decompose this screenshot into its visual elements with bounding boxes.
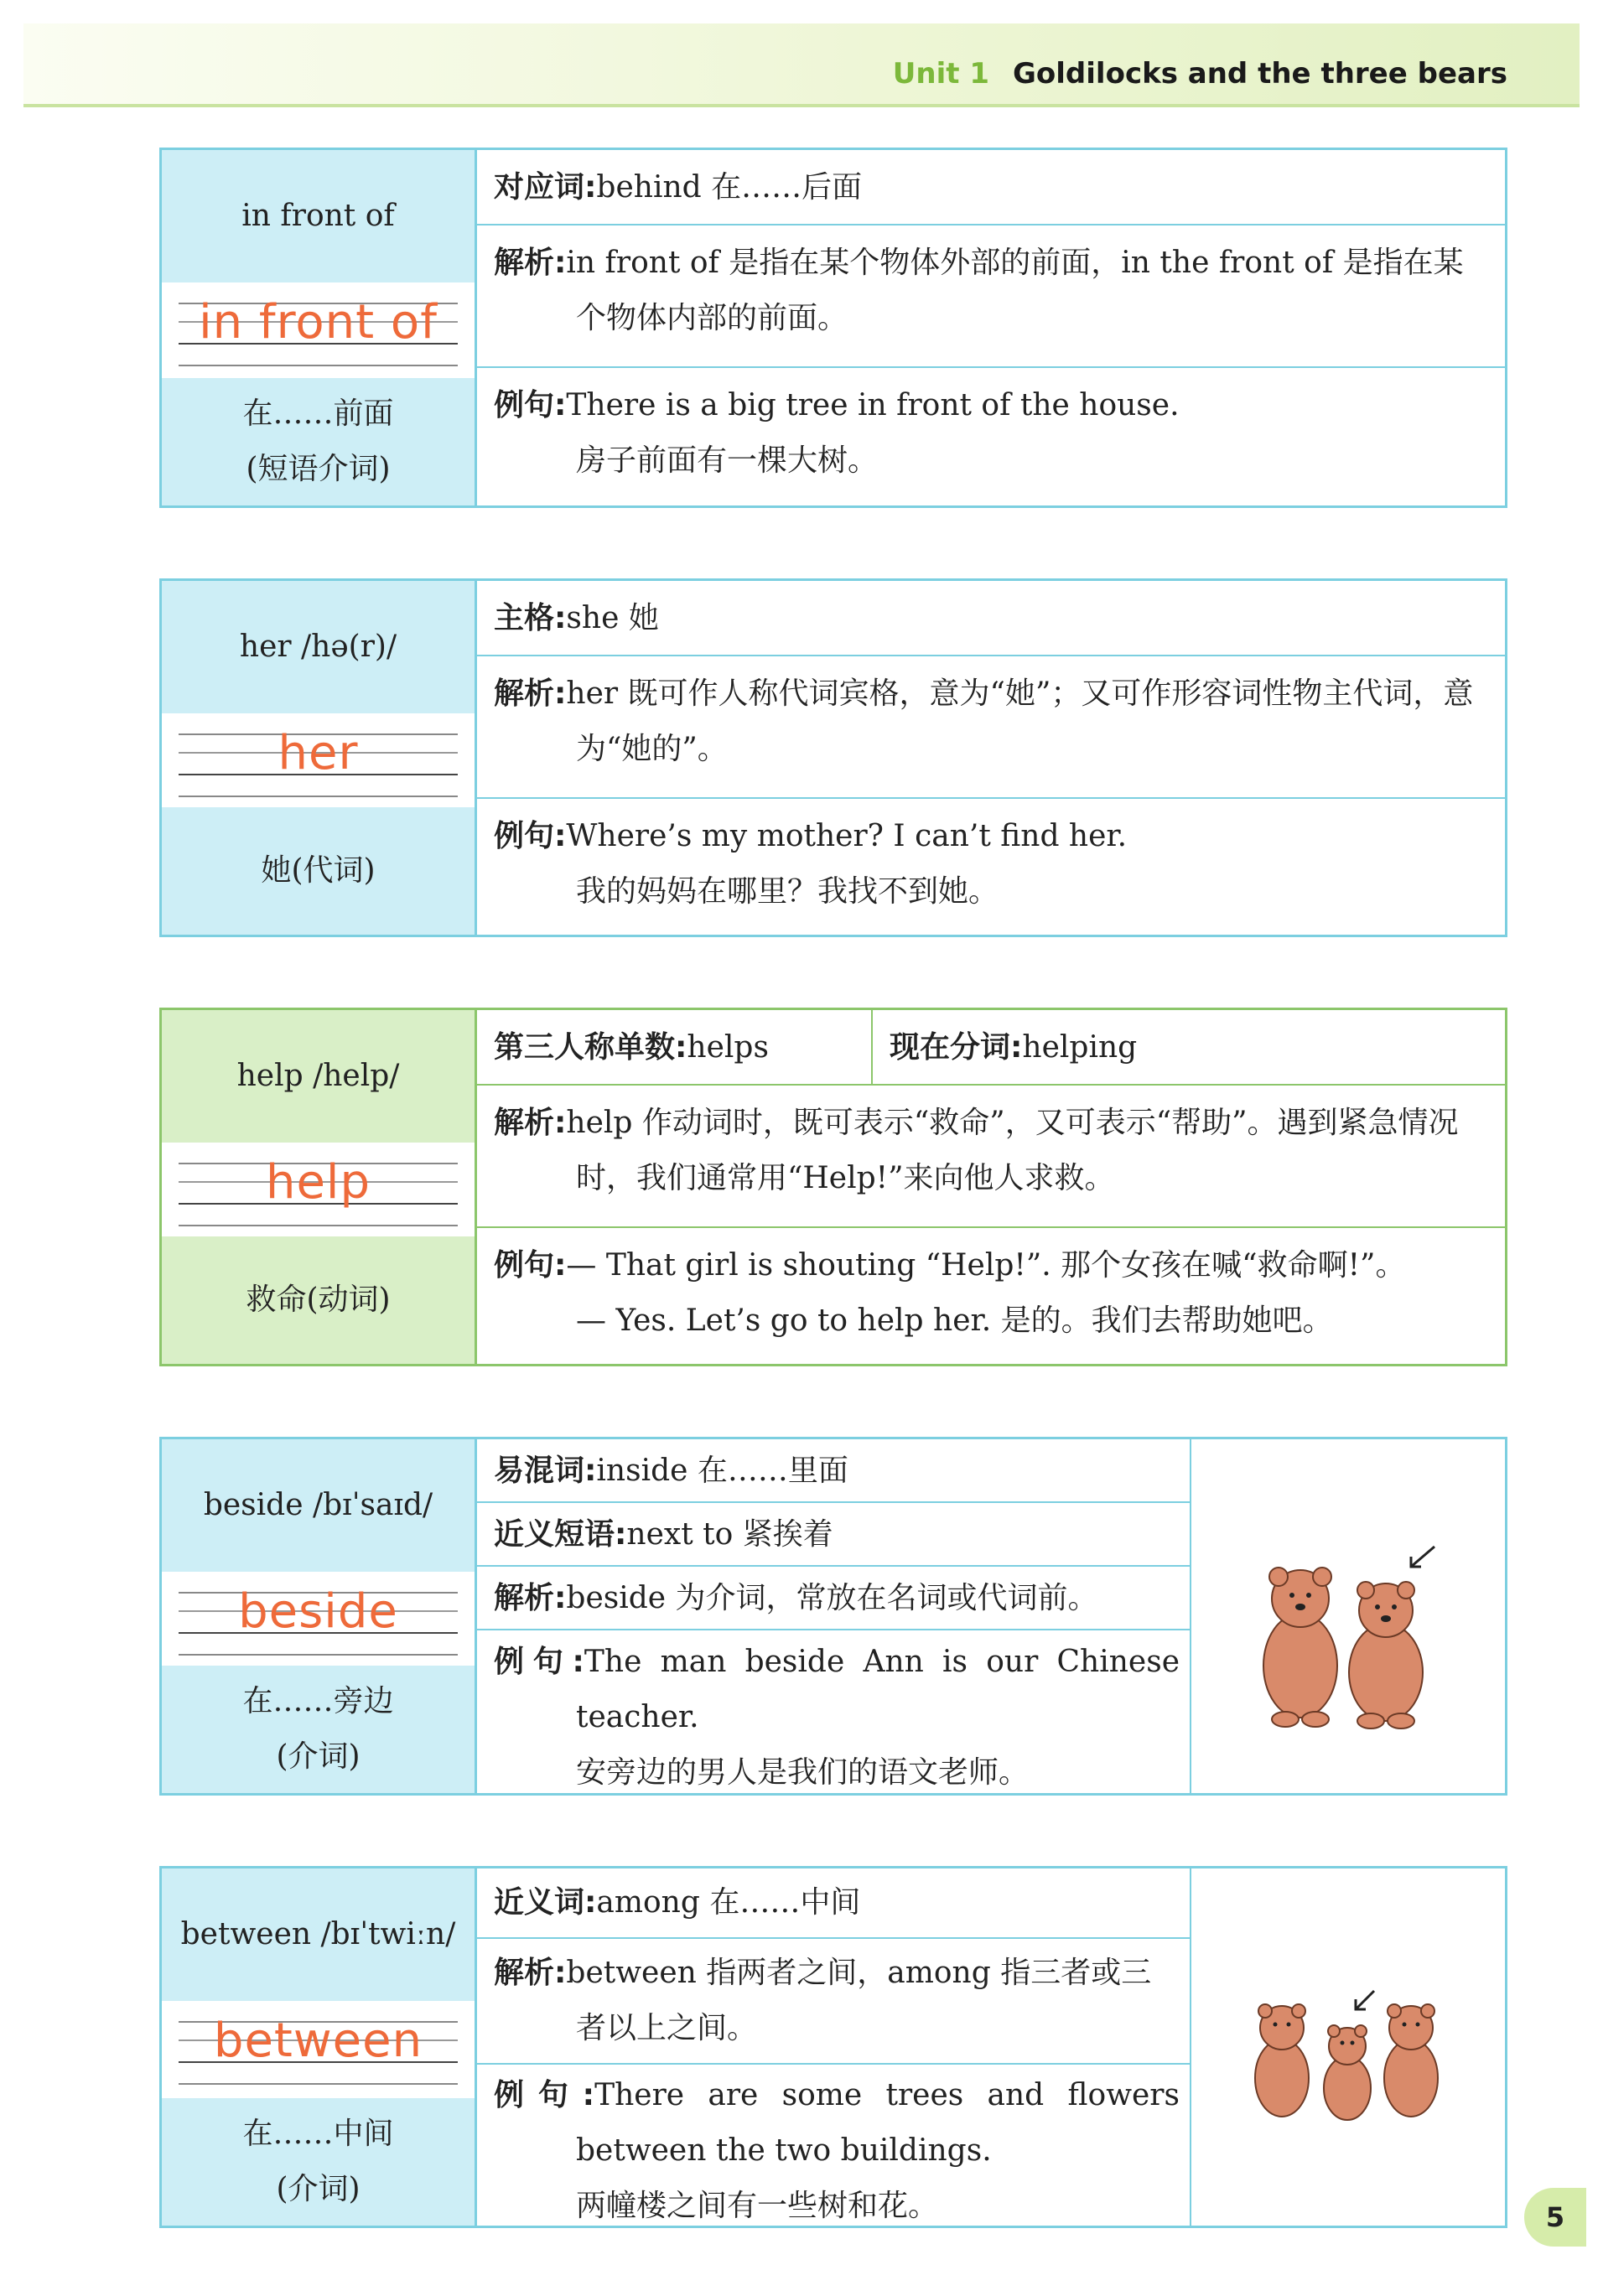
example-zh: — Yes. Let’s go to help her. 是的。我们去帮助她吧。 bbox=[576, 1303, 1333, 1338]
row-text: she 她 bbox=[566, 601, 659, 635]
row-label: 对应词: bbox=[494, 170, 597, 205]
analysis-row bbox=[477, 1939, 1191, 2065]
example-en: There is a big tree in front of the house. bbox=[566, 388, 1180, 422]
meaning: 在……前面 bbox=[242, 396, 394, 431]
analysis-row bbox=[477, 656, 1505, 799]
meaning: 在……旁边 bbox=[242, 1684, 394, 1718]
row-label: 例句: bbox=[494, 2078, 595, 2112]
headword: in front of bbox=[241, 199, 395, 233]
unit-label: Unit 1 bbox=[892, 57, 990, 91]
analysis-row bbox=[477, 225, 1505, 368]
bears-illustration bbox=[1190, 1439, 1505, 1793]
handwriting-word: between bbox=[213, 2014, 423, 2068]
vocab-card-her bbox=[159, 578, 1507, 937]
example-row bbox=[477, 1228, 1505, 1364]
example-zh: 安旁边的男人是我们的语文老师。 bbox=[576, 1755, 1030, 1790]
meaning-box bbox=[162, 378, 475, 505]
row-text: in front of 是指在某个物体外部的前面，in the front of 是指在某个物体内部的前面。 bbox=[566, 246, 1464, 335]
handwriting-word: her bbox=[278, 726, 359, 780]
row-label: 解析: bbox=[494, 676, 567, 711]
meaning-box bbox=[162, 2098, 475, 2226]
part-of-speech: (短语介词) bbox=[246, 452, 391, 486]
page-number: 5 bbox=[1524, 2188, 1586, 2247]
headword-box bbox=[162, 1868, 475, 2001]
unit-name: Goldilocks and the three bears bbox=[1013, 57, 1507, 91]
handwriting-lines bbox=[179, 2009, 458, 2096]
example-zh: 房子前面有一棵大树。 bbox=[576, 443, 879, 478]
headword-panel bbox=[162, 1439, 477, 1793]
row-label: 例句: bbox=[494, 1248, 567, 1283]
handwriting-lines bbox=[179, 722, 458, 809]
three-bears-icon bbox=[1191, 1868, 1507, 2226]
vocab-card-beside bbox=[159, 1437, 1507, 1796]
subject-row bbox=[477, 581, 1505, 656]
row-label: 解析: bbox=[494, 1956, 567, 1990]
row-label: 现在分词: bbox=[890, 1030, 1023, 1065]
meaning-box bbox=[162, 1236, 475, 1364]
headword: her /hə(r)/ bbox=[239, 630, 397, 664]
row-label: 解析: bbox=[494, 1106, 567, 1140]
forms-row bbox=[477, 1010, 1505, 1086]
explanation-panel bbox=[477, 1439, 1505, 1793]
headword-panel bbox=[162, 581, 477, 935]
example-row bbox=[477, 368, 1505, 505]
explanation-panel bbox=[477, 1010, 1505, 1364]
row-label: 近义短语: bbox=[494, 1517, 627, 1552]
example-zh: 两幢楼之间有一些树和花。 bbox=[576, 2189, 939, 2223]
row-text: beside 为介词，常放在名词或代词前。 bbox=[566, 1581, 1098, 1615]
column-divider bbox=[871, 1010, 873, 1084]
row-text: her 既可作人称代词宾格，意为“她”；又可作形容词性物主代词，意为“她的”。 bbox=[566, 676, 1474, 766]
part-of-speech: (介词) bbox=[276, 1739, 361, 1774]
headword: beside /bɪˈsaɪd/ bbox=[203, 1488, 433, 1522]
explanation-panel bbox=[477, 1868, 1505, 2226]
handwriting-lines bbox=[179, 1580, 458, 1667]
row-label: 解析: bbox=[494, 1581, 567, 1615]
headword: help /help/ bbox=[236, 1059, 400, 1093]
row-label: 解析: bbox=[494, 246, 567, 280]
headword-panel bbox=[162, 1010, 477, 1364]
opposite-row bbox=[477, 150, 1505, 225]
part-of-speech: (介词) bbox=[276, 2172, 361, 2206]
vocab-card-in-front-of bbox=[159, 148, 1507, 508]
example-row bbox=[477, 799, 1505, 935]
example-en: There are some trees and flowers between the two buildings. bbox=[576, 2078, 1180, 2168]
row-text: among 在……中间 bbox=[596, 1885, 861, 1920]
row-text: helps bbox=[687, 1030, 769, 1065]
example-row bbox=[477, 2065, 1191, 2226]
page-header bbox=[23, 23, 1580, 107]
row-label: 第三人称单数: bbox=[494, 1030, 687, 1065]
handwriting-lines bbox=[179, 1151, 458, 1238]
meaning: 在……中间 bbox=[242, 2117, 394, 2151]
explanation-panel bbox=[477, 150, 1505, 505]
unit-title bbox=[893, 57, 1507, 91]
headword-panel bbox=[162, 150, 477, 505]
row-label: 例句: bbox=[494, 1645, 584, 1679]
row-text: behind 在……后面 bbox=[596, 170, 863, 205]
meaning-box bbox=[162, 807, 475, 935]
synonym-row bbox=[477, 1868, 1191, 1939]
confusable-row bbox=[477, 1439, 1191, 1503]
row-label: 易混词: bbox=[494, 1454, 597, 1488]
meaning-box bbox=[162, 1666, 475, 1793]
headword-box bbox=[162, 581, 475, 713]
meaning: 她(代词) bbox=[261, 853, 376, 888]
vocab-card-between bbox=[159, 1866, 1507, 2228]
example-en: The man beside Ann is our Chinese teacher. bbox=[576, 1645, 1180, 1734]
meaning: 救命(动词) bbox=[246, 1283, 391, 1317]
vocab-card-help bbox=[159, 1008, 1507, 1366]
row-text: help 作动词时，既可表示“救命”，又可表示“帮助”。遇到紧急情况时，我们通常用“Help!”来向他人求救。 bbox=[566, 1106, 1459, 1195]
row-text: helping bbox=[1022, 1030, 1138, 1065]
row-label: 例句: bbox=[494, 388, 567, 422]
headword: between /bɪˈtwiːn/ bbox=[180, 1917, 456, 1951]
headword-box bbox=[162, 1439, 475, 1572]
row-label: 例句: bbox=[494, 819, 567, 853]
row-text: inside 在……里面 bbox=[596, 1454, 848, 1488]
explanation-panel bbox=[477, 581, 1505, 935]
two-bears-icon bbox=[1191, 1439, 1507, 1793]
example-zh: 我的妈妈在哪里？我找不到她。 bbox=[576, 874, 999, 909]
headword-box bbox=[162, 150, 475, 282]
example-en: — That girl is shouting “Help!”. 那个女孩在喊“救命啊!”。 bbox=[566, 1248, 1406, 1283]
synonym-row bbox=[477, 1503, 1191, 1567]
headword-panel bbox=[162, 1868, 477, 2226]
analysis-row bbox=[477, 1567, 1191, 1630]
handwriting-word: beside bbox=[238, 1584, 398, 1639]
row-label: 近义词: bbox=[494, 1885, 597, 1920]
handwriting-word: help bbox=[265, 1155, 371, 1210]
handwriting-word: in front of bbox=[199, 295, 438, 350]
analysis-row bbox=[477, 1086, 1505, 1228]
row-text: between 指两者之间，among 指三者或三者以上之间。 bbox=[566, 1956, 1152, 2045]
example-row bbox=[477, 1630, 1191, 1793]
bears-illustration bbox=[1190, 1868, 1505, 2226]
row-label: 主格: bbox=[494, 601, 567, 635]
handwriting-lines bbox=[179, 291, 458, 378]
row-text: next to 紧挨着 bbox=[626, 1517, 833, 1552]
headword-box bbox=[162, 1010, 475, 1143]
example-en: Where’s my mother? I can’t find her. bbox=[566, 819, 1128, 853]
